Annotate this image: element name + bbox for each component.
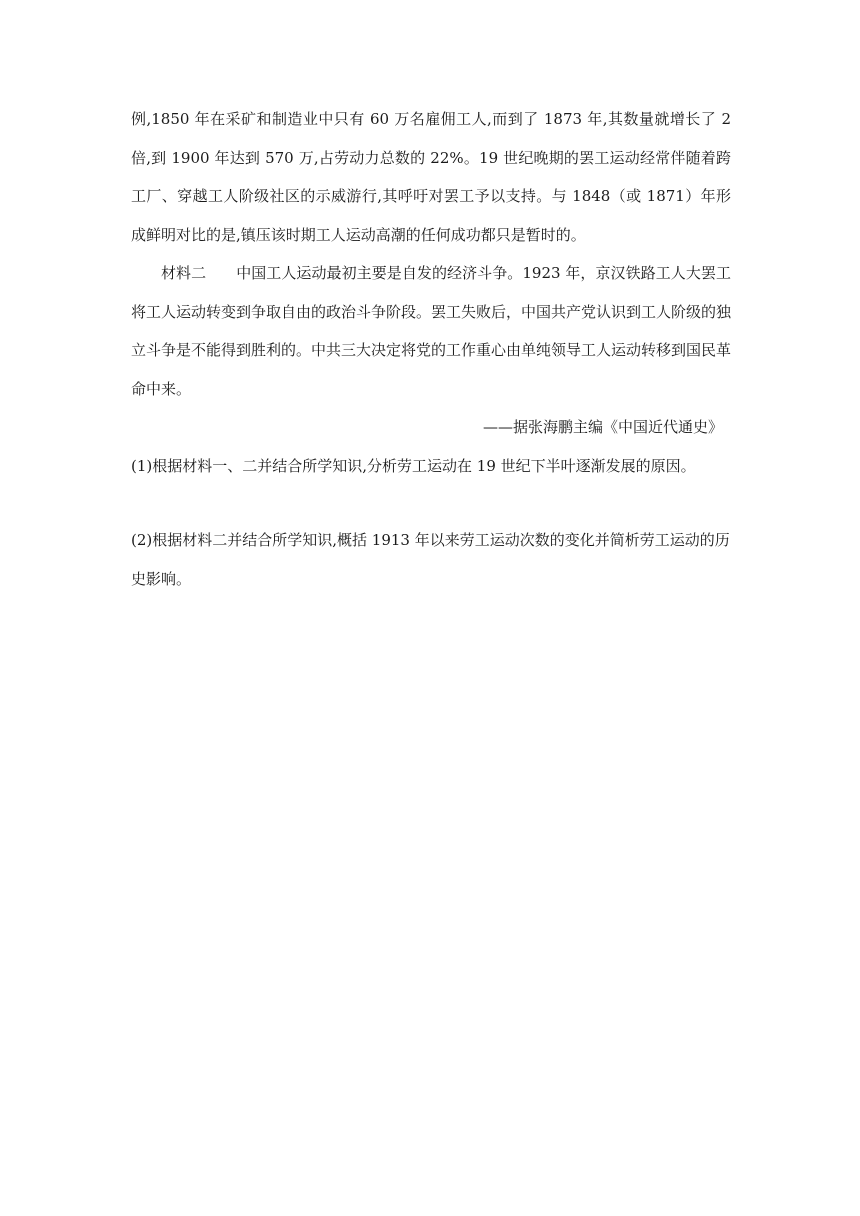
material2-text: 中国工人运动最初主要是自发的经济斗争。1923 年，京汉铁路工人大罢工将工人运动转变到争取自由的政治斗争阶段。罢工失败后，中国共产党认识到工人阶级的独立斗争是不能得到胜利的。中共三大决定将党的工作重心由单纯领导工人运动转移到国民革命中来。 <box>131 264 732 398</box>
document-page <box>131 100 731 598</box>
answer-space-1 <box>131 485 731 521</box>
question-2: (2)根据材料二并结合所学知识,概括 1913 年以来劳工运动次数的变化并简析劳工运动的历史影响。 <box>131 531 730 588</box>
material2-label: 材料二 <box>161 264 207 282</box>
material2-paragraph <box>131 254 731 408</box>
material2-source: ——据张海鹏主编《中国近代通史》 <box>482 418 723 436</box>
question-1: (1)根据材料一、二并结合所学知识,分析劳工运动在 19 世纪下半叶逐渐发展的原因。 <box>131 456 696 475</box>
material1-paragraph: 例,1850 年在采矿和制造业中只有 60 万名雇佣工人,而到了 1873 年,其数量就增长了 2 倍,到 1900 年达到 570 万,占劳动力总数的 22%。19 世纪晚期的罢工运动经常伴随着跨工厂、穿越工人阶级社区的示威游行,其呼吁对罢工予以支持。与 1848（或 1871）年形成鲜明对比的是,镇压该时期工人运动高潮的任何成功都只是暂时的。 <box>131 110 731 244</box>
